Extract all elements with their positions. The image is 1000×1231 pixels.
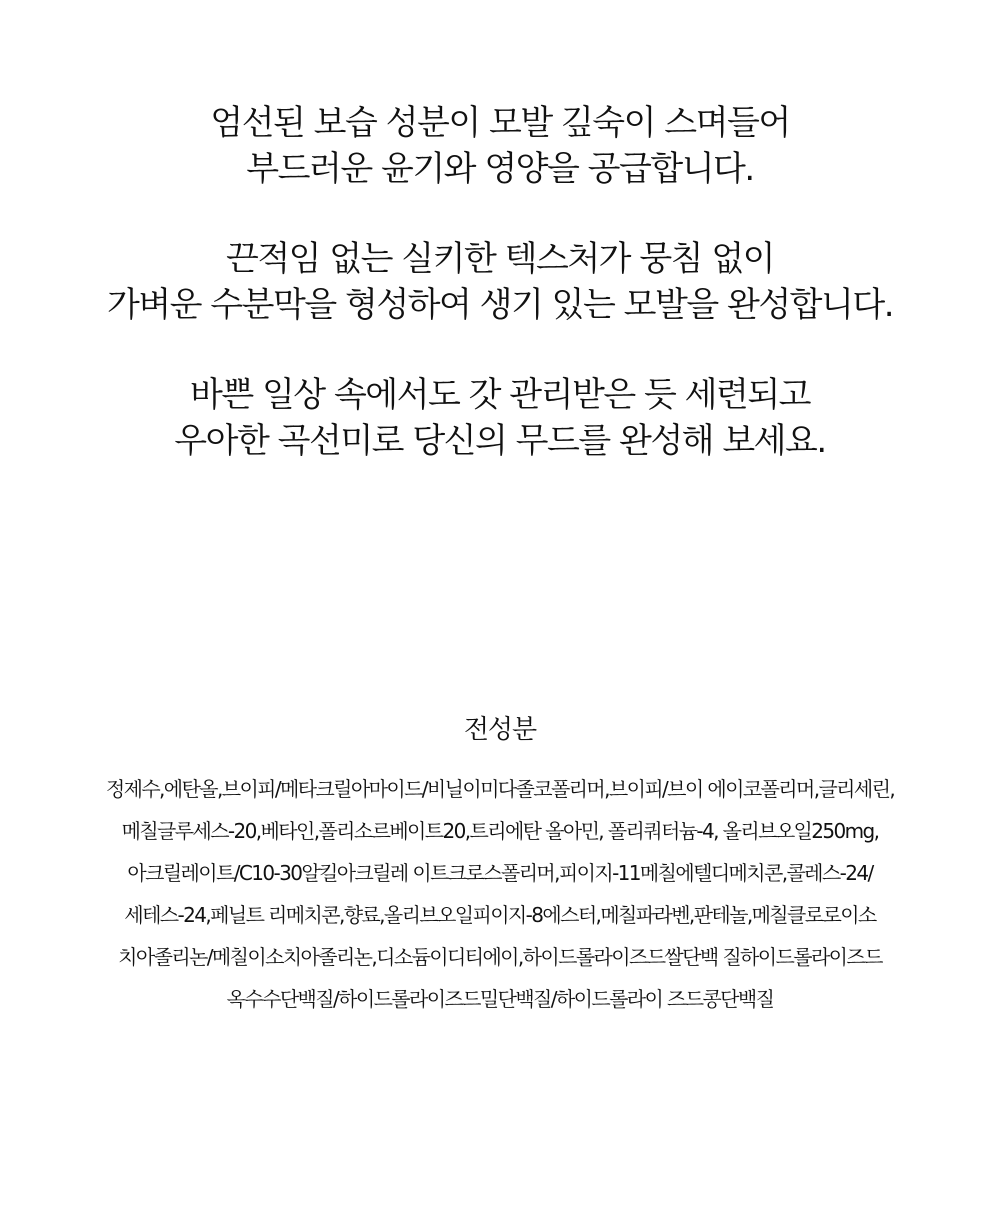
description-line: 우아한 곡선미로 당신의 무드를 완성해 보세요. [174,421,826,461]
ingredients-title: 전성분 [463,715,537,745]
description-line: 부드러운 윤기와 영양을 공급합니다. [246,149,754,189]
ingredients-line: 정제수,에탄올,브이피/메타크릴아마이드/비닐이미다졸코폴리머,브이피/브이 에이코폴리머,글리세린, [105,777,895,801]
paragraph-spacer [0,328,1000,372]
description-line: 엄선된 보습 성분이 모발 깊숙이 스며들어 [210,103,790,143]
paragraph-spacer [0,192,1000,236]
ingredients-section [0,710,1000,1020]
product-description [0,100,1000,464]
description-line: 끈적임 없는 실키한 텍스처가 뭉침 없이 [225,239,775,279]
description-line: 가벼운 수분막을 형성하여 생기 있는 모발을 완성합니다. [106,285,894,325]
ingredients-line: 메칠글루세스-20,베타인,폴리소르베이트20,트리에탄 올아민, 폴리쿼터늄-4, 올리브오일250mg, [121,819,879,843]
description-line: 바쁜 일상 속에서도 갓 관리받은 듯 세련되고 [189,375,811,415]
ingredients-line: 옥수수단백질/하이드롤라이즈드밀단백질/하이드롤라이 즈드콩단백질 [226,987,774,1011]
ingredients-line: 치아졸리논/메칠이소치아졸리논,디소듐이디티에이,하이드롤라이즈드쌀단백 질하이드롤라이즈드 [118,945,882,969]
ingredients-line: 세테스-24,페닐트 리메치콘,향료,올리브오일피이지-8에스터,메칠파라벤,판테놀,메칠클로로이소 [124,903,876,927]
ingredients-line: 아크릴레이트/C10-30알킬아크릴레 이트크로스폴리머,피이지-11메칠에텔디메치콘,콜레스-24/ [127,861,873,885]
